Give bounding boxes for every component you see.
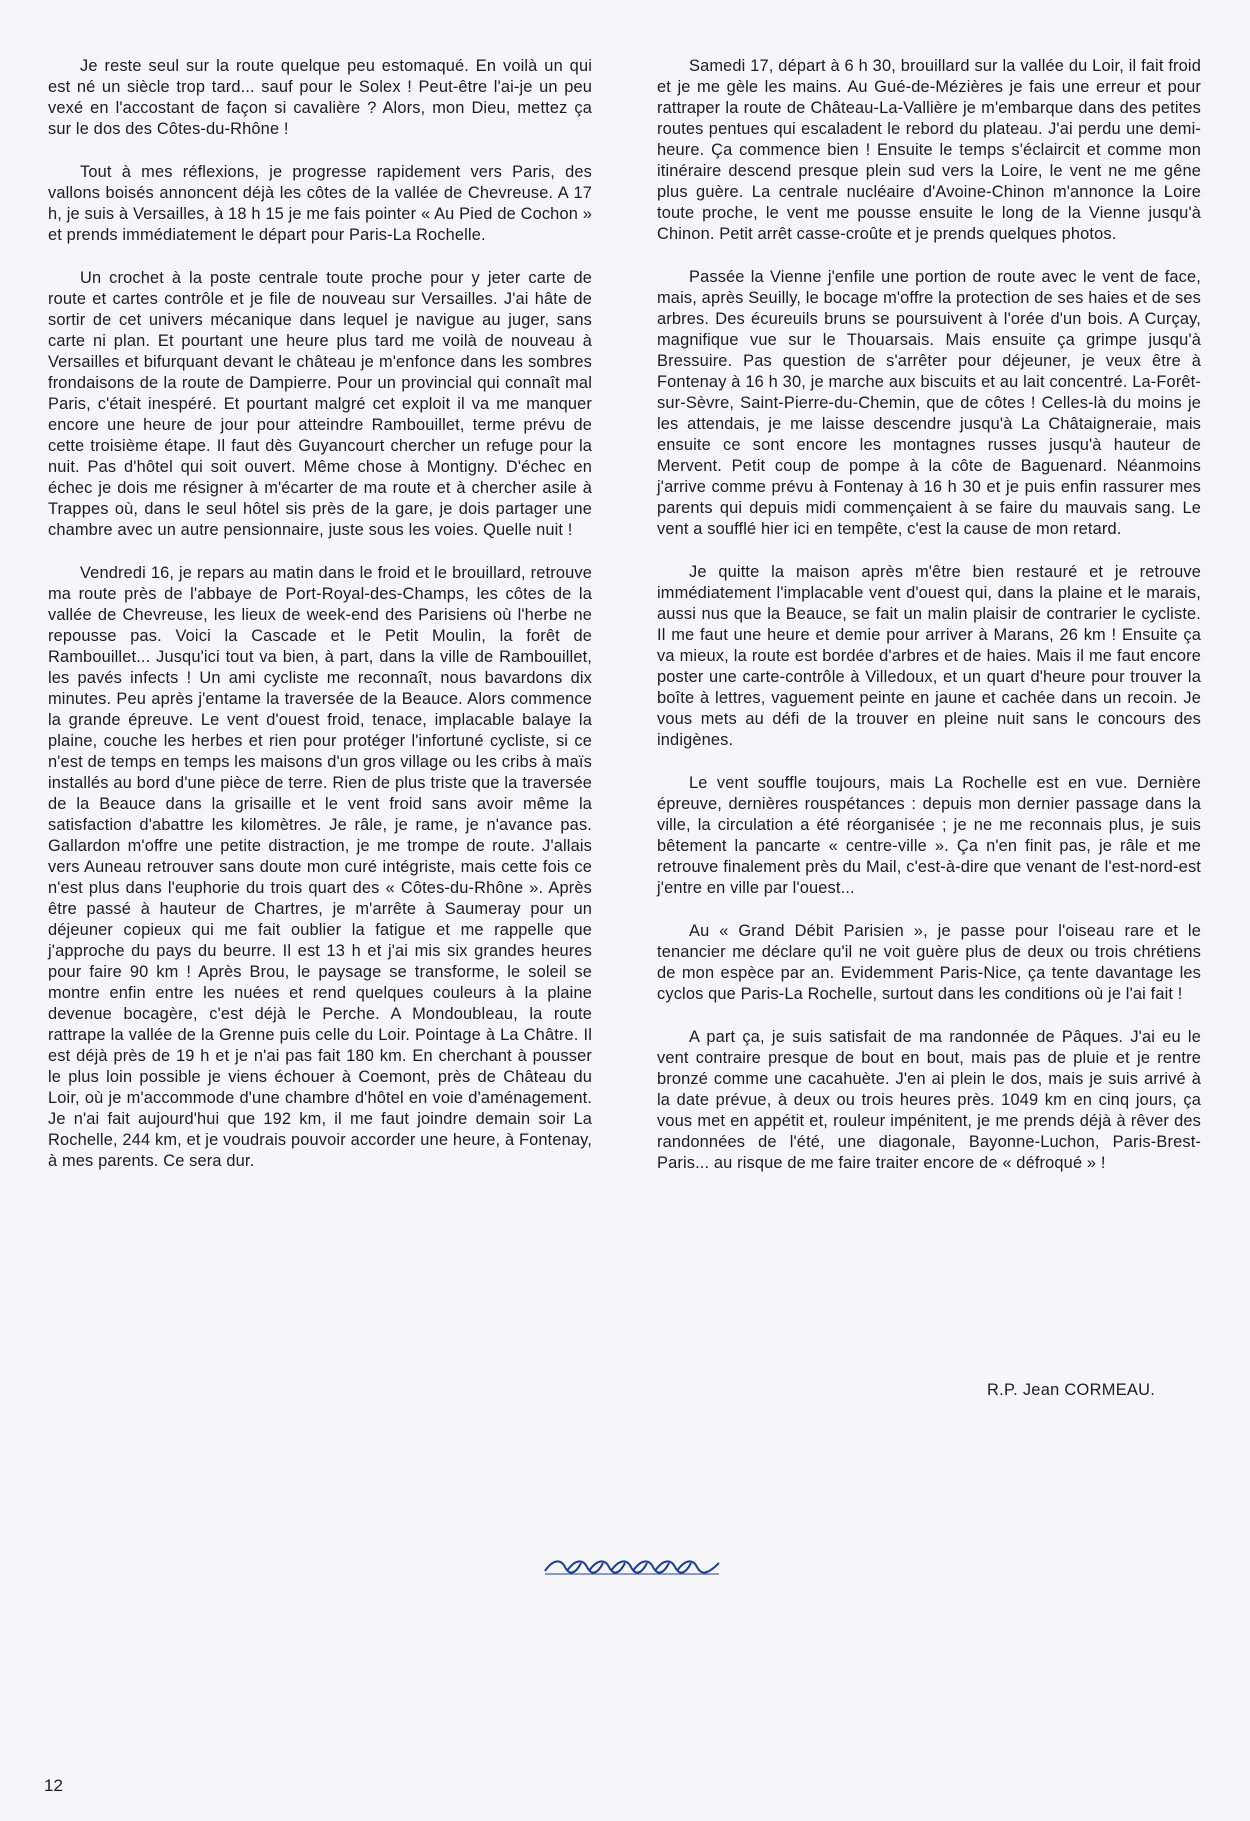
wave-ornament-icon	[543, 1557, 721, 1577]
paragraph: Vendredi 16, je repars au matin dans le froid et le brouillard, retrouve ma route près de l'abbaye de Port-Royal-des-Champs, les côtes de la vallée de Chevreuse, les lieux de week-end des Parisiens où l'herbe ne repousse pas. Voici la Cascade et le Petit Moulin, la forêt de Rambouillet... Jusqu'ici tout va bien, à part, dans la ville de Rambouillet, les pavés infects ! Un ami cycliste me reconnaît, nous bavardons dix minutes. Peu après j'entame la traversée de la Beauce. Alors commence la grande épreuve. Le vent d'ouest froid, tenace, implacable balaye la plaine, couche les herbes et rien pour protéger l'infortuné cycliste, si ce n'est de temps en temps les maisons d'un gros village ou les cribs à maïs installés au bord d'une pièce de terre. Rien de plus triste que la traversée de la Beauce dans la grisaille et le vent froid sans avoir même la satisfaction d'abattre les kilomètres. Je râle, je rame, je n'avance pas. Gallardon m'offre une petite distraction, je me trompe de route. J'allais vers Auneau retrouver sans doute mon curé intégriste, mais cette fois ce n'est plus dans l'euphorie du trois quart des « Côtes-du-Rhône ». Après être passé à hauteur de Chartres, je m'arrête à Saumeray pour un déjeuner copieux qui me fait oublier la fatigue et me rappelle que j'approche du pays du beurre. Il est 13 h et j'ai mis six grandes heures pour faire 90 km ! Après Brou, le paysage se transforme, le soleil se montre enfin entre les nuées et rend quelques couleurs à la plaine devenue bocagère, c'est déjà le Perche. A Mondoubleau, la route rattrape la vallée de la Grenne puis celle du Loir. Pointage à La Châtre. Il est déjà près de 19 h et je n'ai pas fait 180 km. En cherchant à pousser le plus loin possible je viens échouer à Coemont, près de Château du Loir, où je m'accommode d'une chambre d'hôtel en voie d'aménagement. Je n'ai fait aujourd'hui que 192 km, il me faut joindre demain soir La Rochelle, 244 km, et je voudrais pouvoir accorder une heure, à Fontenay, à mes parents. Ce sera dur.	[48, 564, 592, 1170]
paragraph: A part ça, je suis satisfait de ma randonnée de Pâques. J'ai eu le vent contraire presque de bout en bout, mais pas de pluie et je rentre bronzé comme une cacahuète. J'en ai plein le dos, mais je suis arrivé à la date prévue, à deux ou trois heures près. 1049 km en cinq jours, ça vous met en appétit et, rouleur impénitent, je me prends déjà à rêver des randonnées de l'été, une diagonale, Bayonne-Luchon, Paris-Brest-Paris... au risque de me faire traiter encore de « défroqué » !	[657, 1028, 1201, 1172]
page-number: 12	[44, 1776, 63, 1795]
paragraph: Au « Grand Débit Parisien », je passe pour l'oiseau rare et le tenancier me déclare qu'il ne voit guère plus de deux ou trois chrétiens de mon espèce par an. Evidemment Paris-Nice, ça tente davantage les cyclos que Paris-La Rochelle, surtout dans les conditions où je l'ai fait !	[657, 922, 1201, 1003]
paragraph: Tout à mes réflexions, je progresse rapidement vers Paris, des vallons boisés annoncent déjà les côtes de la vallée de Chevreuse. A 17 h, je suis à Versailles, à 18 h 15 je me fais pointer « Au Pied de Cochon » et prends immédiatement le départ pour Paris-La Rochelle.	[48, 163, 592, 244]
left-column	[48, 56, 592, 1194]
right-column	[657, 56, 1201, 1196]
author-signature: R.P. Jean CORMEAU.	[987, 1381, 1156, 1399]
paragraph: Je quitte la maison après m'être bien restauré et je retrouve immédiatement l'implacable vent d'ouest qui, dans la plaine et le marais, aussi nus que la Beauce, se fait un malin plaisir de contrarier le cycliste. Il me faut une heure et demie pour arriver à Marans, 26 km ! Ensuite ça va mieux, la route est bordée d'arbres et de haies. Mais il me faut encore poster une carte-contrôle à Villedoux, et un quart d'heure pour trouver la boîte à lettres, vaguement peinte en jaune et cachée dans un recoin. Je vous mets au défi de la trouver en pleine nuit sans le concours des indigènes.	[657, 563, 1201, 749]
paragraph: Samedi 17, départ à 6 h 30, brouillard sur la vallée du Loir, il fait froid et je me gèle les mains. Au Gué-de-Mézières je fais une erreur et pour rattraper la route de Château-La-Vallière je m'embarque dans des petites routes pentues qui escaladent le rebord du plateau. J'ai perdu une demi-heure. Ça commence bien ! Ensuite le temps s'éclaircit et comme mon itinéraire descend presque plein sud vers la Loire, le vent ne me gêne plus guère. La centrale nucléaire d'Avoine-Chinon m'annonce la Loire toute proche, le vent me pousse ensuite le long de la Vienne jusqu'à Chinon. Petit arrêt casse-croûte et je prends quelques photos.	[657, 57, 1201, 243]
paragraph: Passée la Vienne j'enfile une portion de route avec le vent de face, mais, après Seuilly, le bocage m'offre la protection de ses haies et de ses arbres. Des écureuils bruns se poursuivent à l'orée d'un bois. A Curçay, magnifique vue sur le Thouarsais. Mais ensuite ça grimpe jusqu'à Bressuire. Pas question de s'arrêter pour déjeuner, je veux être à Fontenay à 16 h 30, je marche aux biscuits et au lait concentré. La-Forêt-sur-Sèvre, Saint-Pierre-du-Chemin, que de côtes ! Celles-là du moins je les attendais, je me laisse descendre jusqu'à La Châtaigneraie, mais ensuite ce sont encore les montagnes russes jusqu'à hauteur de Mervent. Petit coup de pompe à la côte de Baguenard. Néanmoins j'arrive comme prévu à Fontenay à 16 h 30 et je puis enfin rassurer mes parents qui depuis midi commençaient à se faire du mauvais sang. Le vent a soufflé hier ici en tempête, c'est la cause de mon retard.	[657, 268, 1201, 538]
paragraph: Je reste seul sur la route quelque peu estomaqué. En voilà un qui est né un siècle trop tard... sauf pour le Solex ! Peut-être l'ai-je un peu vexé en l'accostant de façon si cavalière ? Alors, mon Dieu, mettez ça sur le dos des Côtes-du-Rhône !	[48, 57, 592, 138]
paragraph: Le vent souffle toujours, mais La Rochelle est en vue. Dernière épreuve, dernières rouspétances : depuis mon dernier passage dans la ville, la circulation a été réorganisée ; je ne me reconnais plus, je suis bêtement la pancarte « centre-ville ». Ça n'en finit pas, je râle et me retrouve finalement près du Mail, c'est-à-dire que venant de l'est-nord-est j'entre en ville par l'ouest...	[657, 774, 1201, 897]
paragraph: Un crochet à la poste centrale toute proche pour y jeter carte de route et cartes contrôle et je file de nouveau sur Versailles. J'ai hâte de sortir de cet univers mécanique dans lequel je navigue au juger, sans carte ni plan. Et pourtant une heure plus tard me voilà de nouveau à Versailles et bifurquant devant le château je m'enfonce dans les sombres frondaisons de la route de Dampierre. Pour un provincial qui connaît mal Paris, c'était inespéré. Et pourtant malgré cet exploit il va me manquer encore une heure de jour pour atteindre Rambouillet, terme prévu de cette troisième étape. Il faut dès Guyancourt chercher un refuge pour la nuit. Pas d'hôtel qui soit ouvert. Même chose à Montigny. D'échec en échec je dois me résigner à m'écarter de ma route et à chercher asile à Trappes où, dans le seul hôtel sis près de la gare, je dois partager une chambre avec un autre pensionnaire, juste sous les voies. Quelle nuit !	[48, 269, 592, 539]
